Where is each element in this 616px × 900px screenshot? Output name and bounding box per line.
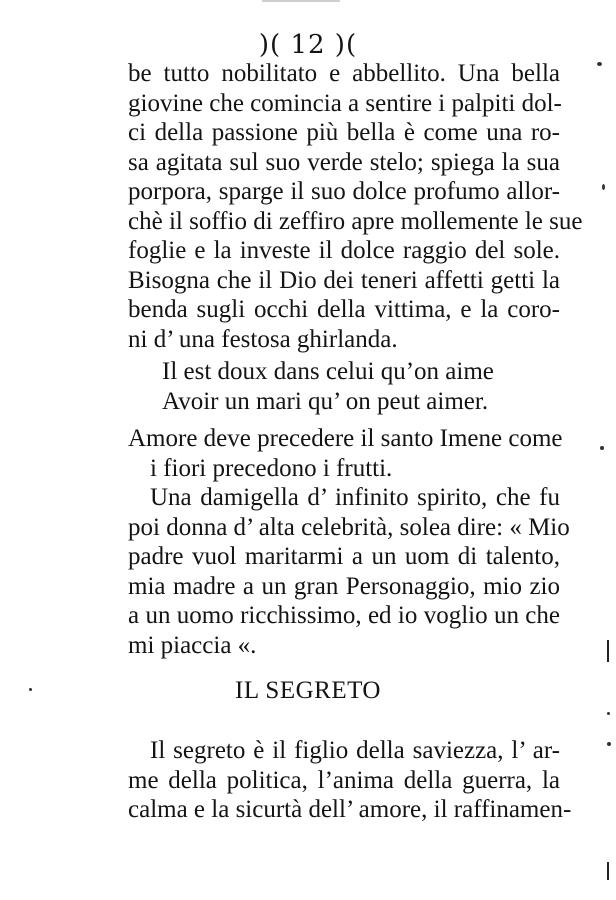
scan-speck <box>597 62 602 66</box>
edge-mark <box>607 640 609 662</box>
scan-speck <box>607 742 611 746</box>
text-line: chè il soffio di zeffiro apre mollemente le sue <box>128 207 583 235</box>
text-line: Una damigella d’ infinito spirito, che fu <box>150 484 560 511</box>
paragraph-4 <box>128 736 572 825</box>
scan-speck <box>29 688 32 691</box>
text-line: i fiori precedono i frutti. <box>150 454 393 482</box>
text-line: ni d’ una festosa ghirlanda. <box>128 325 398 353</box>
text-line: calma e la sicurtà dell’ amore, il raffinamen- <box>128 796 572 823</box>
verse-line: Il est doux dans celui qu’on aime <box>162 358 494 385</box>
text-line: Il segreto è il figlio della saviezza, l’ ar- <box>150 737 560 764</box>
paragraph-2 <box>128 424 563 483</box>
text-line: a un uomo ricchissimo, ed io voglio un che <box>128 602 560 629</box>
verse-quote <box>162 357 562 416</box>
paragraph-1 <box>128 59 583 354</box>
edge-mark <box>607 862 609 880</box>
text-line: be tutto nobilitato e abbellito. Una bella <box>128 60 560 87</box>
text-line: porpora, sparge il suo dolce profumo allor- <box>128 178 560 205</box>
page-number: )( 12 )( <box>258 30 358 60</box>
text-line: padre vuol maritarmi a un uom di talento, <box>128 543 560 570</box>
top-edge-rule <box>262 0 340 2</box>
text-line: me della politica, l’anima della guerra, la <box>128 766 560 794</box>
scan-speck <box>600 446 604 450</box>
verse-line: Avoir un mari qu’ on peut aimer. <box>162 387 489 415</box>
paragraph-3 <box>128 483 570 660</box>
text-line: sa agitata sul suo verde stelo; spiega la sua <box>128 148 560 176</box>
section-title: IL SEGRETO <box>235 677 381 704</box>
text-line: mia madre a un gran Personaggio, mio zio <box>128 572 560 600</box>
text-line: poi donna d’ alta celebrità, solea dire: « Mio <box>128 513 570 541</box>
text-line: giovine che comincia a sentire i palpiti dol- <box>128 89 562 117</box>
text-line: benda sugli occhi della vittima, e la coro- <box>128 296 560 323</box>
scan-speck <box>602 184 605 190</box>
text-line: foglie e la investe il dolce raggio del sole. <box>128 237 560 264</box>
text-line: ci della passione più bella è come una ro- <box>128 119 560 146</box>
text-line: mi piaccia «. <box>128 631 257 659</box>
text-line: Bisogna che il Dio dei teneri affetti getti la <box>128 266 560 294</box>
text-line: Amore deve precedere il santo Imene come <box>128 425 563 452</box>
scan-speck <box>607 712 610 715</box>
